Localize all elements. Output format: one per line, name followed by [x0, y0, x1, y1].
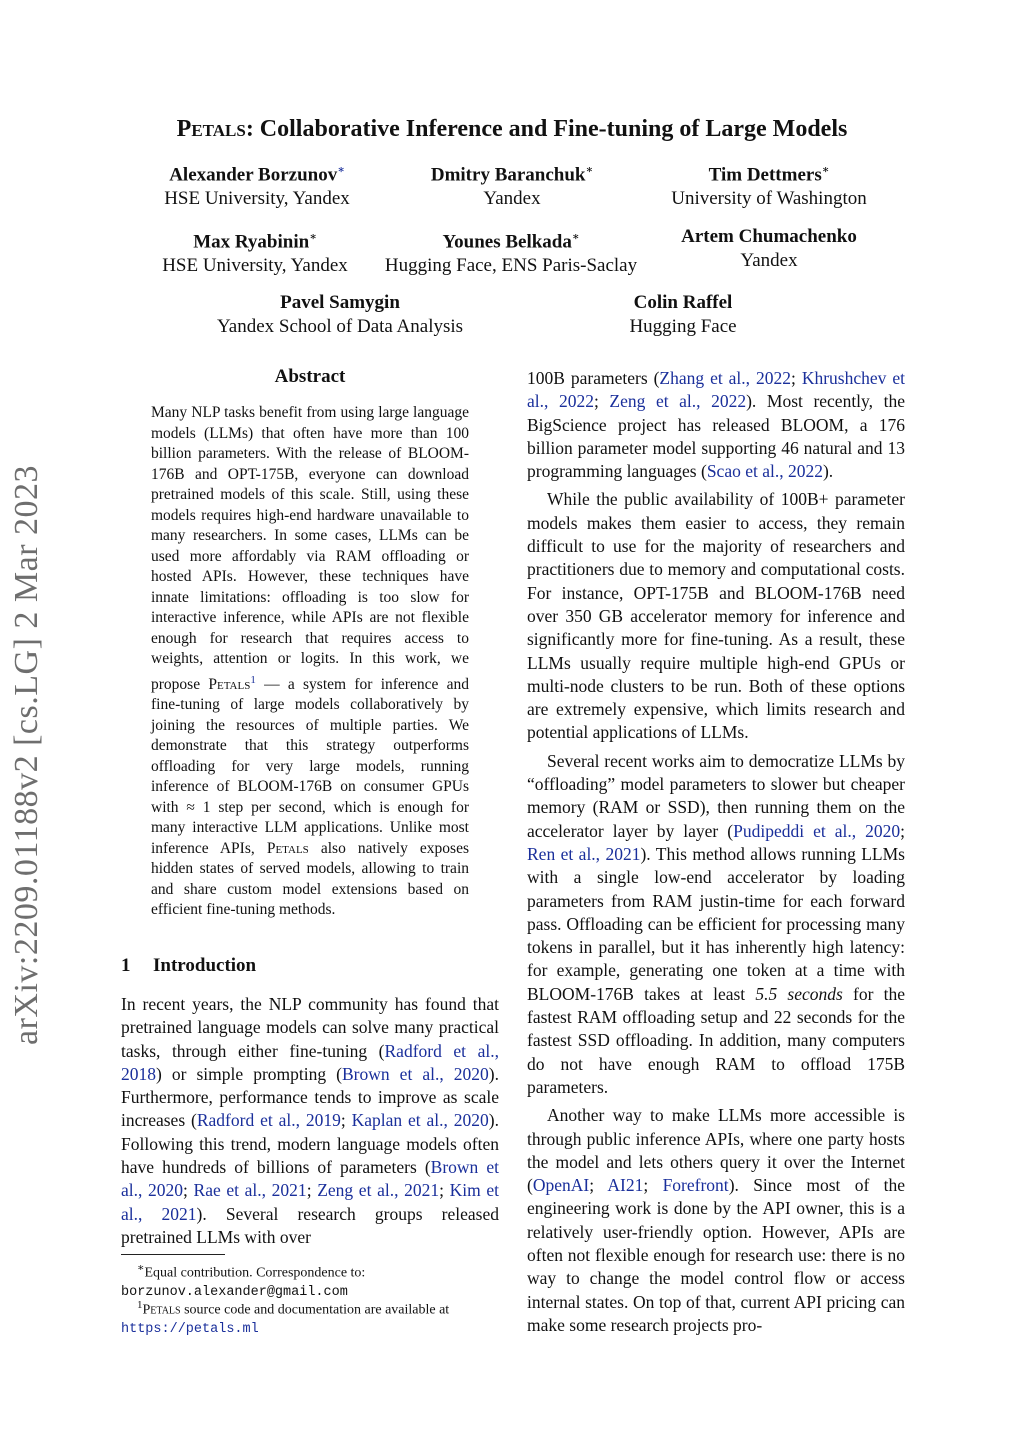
intro-right-column — [527, 367, 905, 1337]
author-block — [362, 158, 662, 211]
citation-link[interactable]: Brown et al., 2020 — [121, 1157, 499, 1201]
author-mark: ∗ — [337, 164, 345, 176]
citation-link[interactable]: OpenAI — [532, 1175, 590, 1196]
citation-link[interactable]: Khrushchev et al., 2022 — [527, 368, 905, 412]
citation-link[interactable]: Radford et al., 2018 — [121, 1040, 499, 1084]
paper-title — [0, 116, 1024, 143]
paragraph: Another way to make LLMs more accessible is through public inference APIs, where one party hosts the model and lets others query it over the Internet (OpenAI; AI21; Forefront). Since most of the engineering work is done by the API owner, this is a relatively user-friendly option. However, APIs are often not flexible enough for research use: there is no way to change the model control flow or access internal states. On top of that, current API pricing can make some research projects pro- — [527, 1105, 906, 1335]
author-block — [105, 225, 405, 278]
author-affiliation: HSE University, Yandex — [164, 188, 350, 210]
paragraph: 100B parameters (Zhang et al., 2022; Khrushchev et al., 2022; Zeng et al., 2022). Most recently, the BigScience project has released BLOOM, a 176 billion parameter model supporting 46 natural and 13 programming languages (Scao et al., 2022). — [527, 368, 905, 482]
abstract-heading: Abstract — [274, 366, 346, 387]
abstract-text: also natively exposes hidden states of served models, allowing to train and share custom model extensions based on efficient fine-tuning methods. — [151, 839, 469, 919]
citation-link[interactable]: Brown et al., 2020 — [342, 1063, 489, 1084]
author-mark: ∗ — [309, 231, 317, 243]
citation-link[interactable]: Pudipeddi et al., 2020 — [733, 820, 901, 841]
system-name: Petals — [266, 839, 309, 857]
citation-link[interactable]: Scao et al., 2022 — [706, 461, 823, 482]
emphasis: 5.5 seconds — [755, 983, 843, 1004]
citation-link[interactable]: AI21 — [607, 1175, 644, 1196]
footnote-1: $^1$Petals source code and documentation are available at https://petals.ml — [121, 1296, 501, 1339]
paragraph: Several recent works aim to democratize LLMs by “offloading” model parameters to slower but cheaper memory (RAM or SSD), then running them on the accelerator layer by layer (Pudipeddi et al., 2020; Ren et al., 2021). This method allows running LLMs with a single low-end accelerator by loading parameters from RAM justin-time for each forward pass. Offloading can be efficient for processing many tokens in parallel, but it has inherently high latency: for example, generating one token at a time with BLOOM-176B takes at least 5.5 seconds for the fastest RAM offloading setup and 22 seconds for the fastest SSD offloading. In addition, many computers do not have enough RAM to offload 175B parameters. — [527, 750, 906, 1097]
url-link[interactable]: https://petals.ml — [121, 1321, 259, 1337]
author-block — [619, 158, 919, 211]
author-mark: ∗ — [571, 231, 580, 243]
author-affiliation: Hugging Face, ENS Paris-Saclay — [384, 255, 638, 277]
abstract-text: — a system for inference and fine-tuning of large models collaboratively by joining the resources of multiple parties. We demonstrate that this strategy outperforms offloading for very large models, running inference of BLOOM-176B on consumer GPUs with ≈ 1 step per second, which is enough for many interactive LLM applications. Unlike most inference APIs, — [151, 675, 469, 857]
author-name: Artem Chumachenko — [681, 226, 857, 247]
author-block — [533, 291, 833, 339]
email-address[interactable]: borzunov.alexander@gmail.com — [121, 1284, 348, 1300]
footnote-rule — [121, 1254, 225, 1255]
author-affiliation: Yandex — [483, 188, 541, 210]
section-heading — [121, 955, 256, 977]
author-name: Pavel Samygin — [280, 292, 400, 313]
author-mark: ∗ — [821, 164, 830, 176]
author-name: Colin Raffel — [633, 292, 733, 313]
author-affiliation: Yandex — [740, 250, 798, 271]
section-title: Introduction — [153, 955, 257, 976]
author-affiliation: Hugging Face — [629, 316, 737, 337]
author-name: Tim Dettmers — [708, 164, 822, 186]
author-block — [190, 291, 490, 339]
author-name: Max Ryabinin — [193, 231, 310, 253]
system-name: Petals — [208, 675, 251, 693]
citation-link[interactable]: Forefront — [662, 1175, 729, 1196]
citation-link[interactable]: Zeng et al., 2022 — [609, 391, 747, 412]
footnote-mark: 1 — [137, 1299, 143, 1311]
citation-link[interactable]: Ren et al., 2021 — [527, 843, 641, 864]
citation-link[interactable]: Rae et al., 2021 — [193, 1180, 307, 1201]
abstract-body — [151, 403, 469, 921]
paragraph: While the public availability of 100B+ parameter models makes them easier to access, they remain difficult to use for the majority of researchers and practitioners due to memory and computational costs. For instance, OPT-175B and BLOOM-176B need over 350 GB accelerator memory for inference and significantly more for fine-tuning. As a result, these LLMs usually require multiple high-end GPUs or multi-node clusters to be run. Both of these options are extremely expensive, which limits research and potential applications of LLMs. — [527, 489, 905, 743]
title-system-name: Petals — [176, 116, 246, 142]
citation-link[interactable]: Kim et al., 2021 — [121, 1180, 499, 1224]
author-name: Younes Belkada — [442, 231, 572, 253]
author-block — [619, 225, 919, 273]
abstract-text: Many NLP tasks benefit from using large language models (LLMs) that often have more than 100 billion parameters. With the release of BLOOM-176B and OPT-175B, everyone can download pretrained models of this scale. Still, using these models requires high-end hardware unavailable to many researchers. In some cases, LLMs can be used more affordably via RAM offloading or hosted APIs. However, these techniques have innate limitations: offloading is too slow for interactive inference, while APIs are not flexible enough for research that requires access to weights, attention or logits. In this work, we propose — [151, 404, 469, 693]
intro-left-column: In recent years, the NLP community has found that pretrained language models can solve many practical tasks, through either fine-tuning (Radford et al., 2018) or simple prompting (Brown et al., 2020). Furthermore, performance tends to improve as scale increases (Radford et al., 2019; Kaplan et al., 2020). Following this trend, modern language models often have hundreds of billions of parameters (Brown et al., 2020; Rae et al., 2021; Zeng et al., 2021; Kim et al., 2021). Several research groups released pretrained LLMs with over — [121, 994, 500, 1247]
citation-link[interactable]: Kaplan et al., 2020 — [351, 1110, 489, 1131]
author-block — [361, 225, 661, 278]
arxiv-identifier: arXiv:2209.01188v2 [cs.LG] 2 Mar 2023 — [8, 464, 45, 1045]
author-name: Dmitry Baranchuk — [430, 164, 586, 186]
citation-link[interactable]: Zhang et al., 2022 — [659, 368, 792, 388]
author-affiliation: University of Washington — [671, 188, 867, 210]
footnote-mark: ∗ — [137, 1262, 145, 1274]
section-number: 1 — [121, 955, 131, 976]
author-affiliation: HSE University, Yandex — [162, 255, 348, 277]
author-name: Alexander Borzunov — [169, 164, 338, 186]
author-mark: ∗ — [585, 164, 594, 176]
title-rest: : Collaborative Inference and Fine-tuning of Large Models — [245, 116, 848, 142]
citation-link[interactable]: Radford et al., 2019 — [196, 1110, 341, 1131]
footnote-equal-contribution: ∗Equal contribution. Correspondence to: borzunov.alexander@gmail.com — [121, 1259, 501, 1302]
citation-link[interactable]: Zeng et al., 2021 — [317, 1180, 440, 1201]
footnote-marker[interactable]: 1 — [250, 673, 256, 686]
author-affiliation: Yandex School of Data Analysis — [216, 316, 464, 337]
